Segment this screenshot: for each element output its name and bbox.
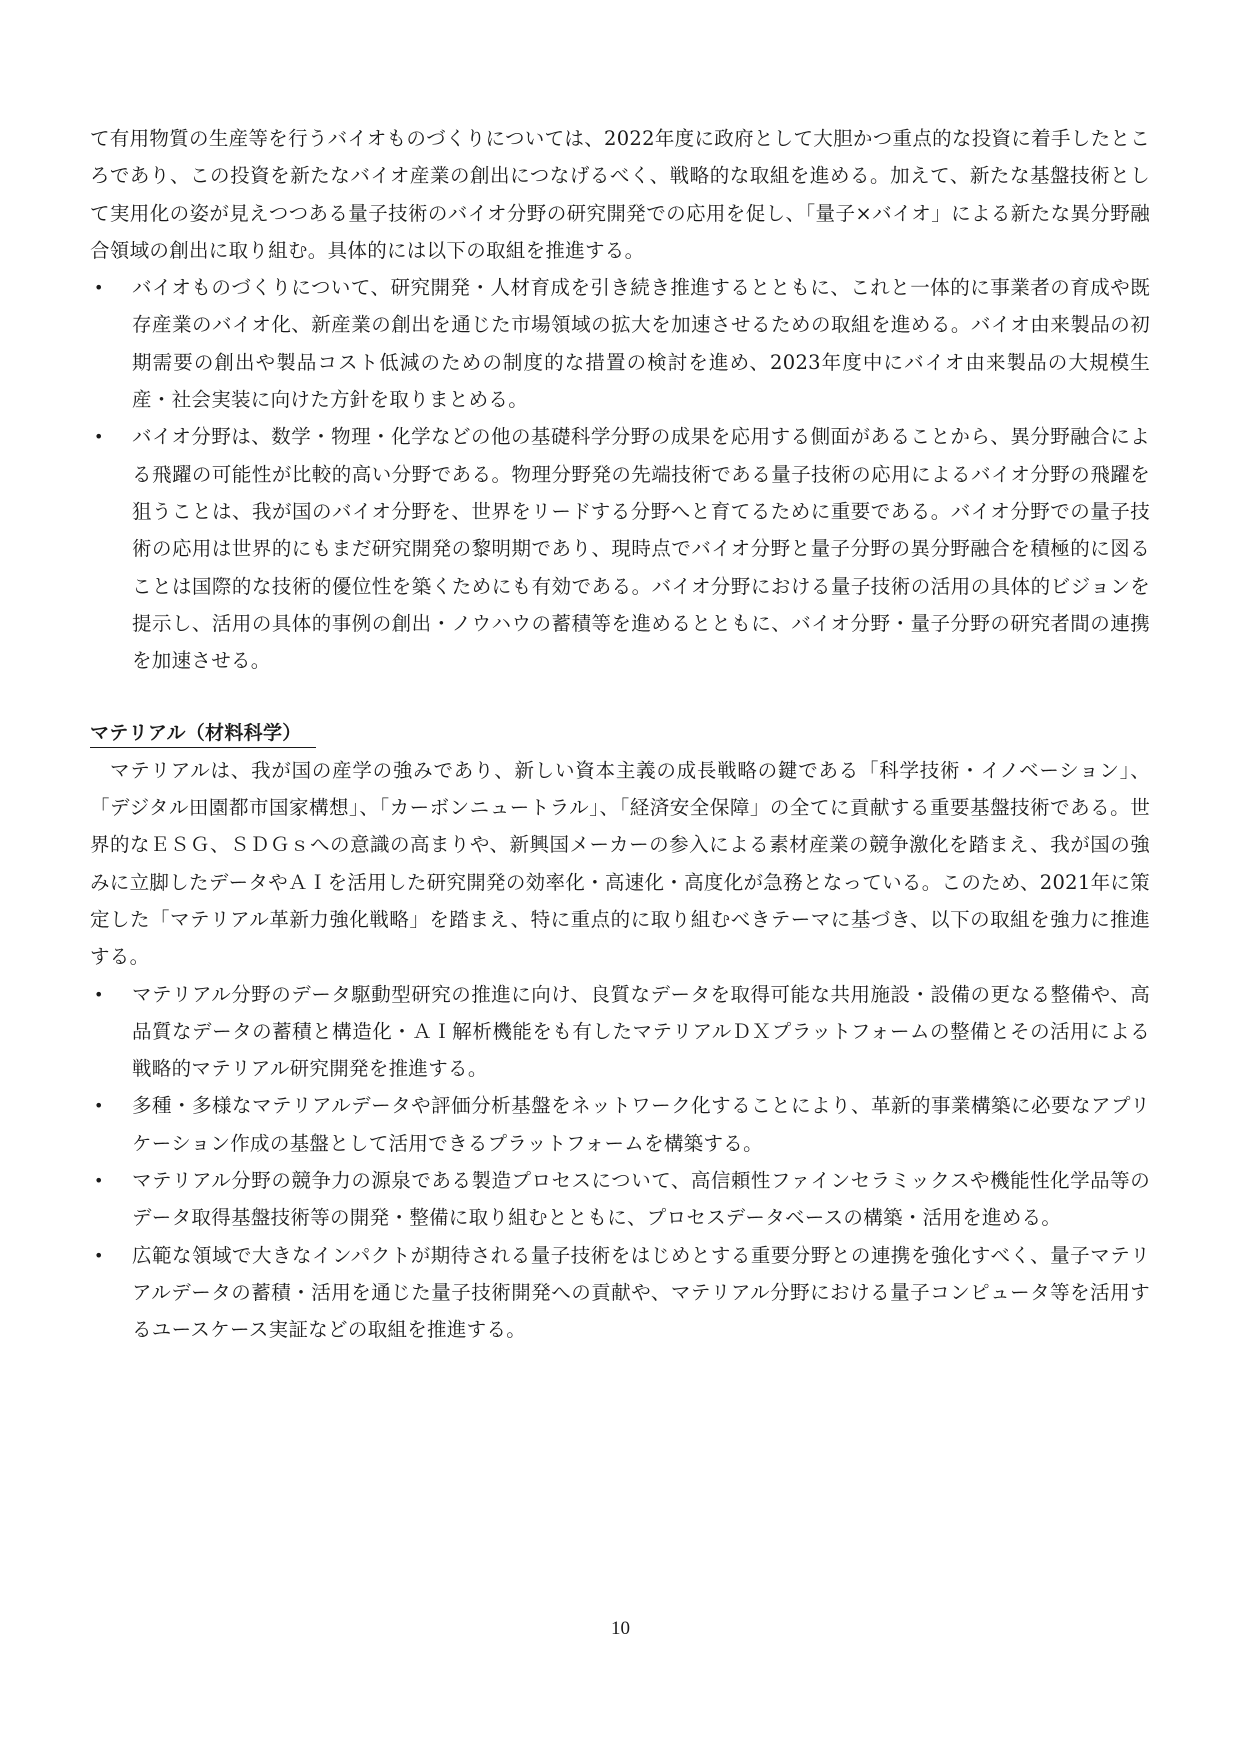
material-bullet-list xyxy=(90,976,1150,1349)
list-item xyxy=(90,269,1150,418)
list-item xyxy=(90,418,1150,679)
bullet-icon: • xyxy=(94,1171,104,1191)
intro-paragraph: て有用物質の生産等を行うバイオものづくりについては、2022年度に政府として大胆かつ重点的な投資に着手したところであり、この投資を新たなバイオ産業の創出につなげるべく、戦略的な取組を進める。加えて、新たな基盤技術として実用化の姿が見えつつある量子技術のバイオ分野の研究開発での応用を促し、「量子×バイオ」による新たな異分野融合領域の創出に取り組む。具体的には以下の取組を推進する。 xyxy=(90,127,1150,262)
list-item-text: 広範な領域で大きなインパクトが期待される量子技術をはじめとする重要分野との連携を強化すべく、量子マテリアルデータの蓄積・活用を通じた量子技術開発への貢献や、マテリアル分野における量子コンピュータ等を活用するユースケース実証などの取組を推進する。 xyxy=(132,1243,1150,1342)
list-item-text: バイオ分野は、数学・物理・化学などの他の基礎科学分野の成果を応用する側面があることから、異分野融合による飛躍の可能性が比較的高い分野である。物理分野発の先端技術である量子技術の応用によるバイオ分野の飛躍を狙うことは、我が国のバイオ分野を、世界をリードする分野へと育てるために重要である。バイオ分野での量子技術の応用は世界的にもまだ研究開発の黎明期であり、現時点でバイオ分野と量子分野の異分野融合を積極的に図ることは国際的な技術的優位性を築くためにも有効である。バイオ分野における量子技術の活用の具体的ビジョンを提示し、活用の具体的事例の創出・ノウハウの蓄積等を進めるとともに、バイオ分野・量子分野の研究者間の連携を加速させる。 xyxy=(132,425,1150,673)
bullet-icon: • xyxy=(94,984,104,1004)
list-item-text: マテリアル分野の競争力の源泉である製造プロセスについて、高信頼性ファインセラミックスや機能性化学品等のデータ取得基盤技術等の開発・整備に取り組むとともに、プロセスデータベースの構築・活用を進める。 xyxy=(132,1169,1150,1230)
bullet-icon: • xyxy=(94,1245,104,1265)
bullet-icon: • xyxy=(94,278,104,298)
list-item-text: バイオものづくりについて、研究開発・人材育成を引き続き推進するとともに、これと一体的に事業者の育成や既存産業のバイオ化、新産業の創出を通じた市場領域の拡大を加速させるための取組を進める。バイオ由来製品の初期需要の創出や製品コスト低減のための制度的な措置の検討を進め、2023年度中にバイオ由来製品の大規模生産・社会実装に向けた方針を取りまとめる。 xyxy=(132,276,1150,412)
list-item xyxy=(90,1162,1150,1237)
material-paragraph: マテリアルは、我が国の産学の強みであり、新しい資本主義の成長戦略の鍵である「科学技術・イノベーション」、「デジタル田園都市国家構想」、「カーボンニュートラル」、「経済安全保障」の全てに貢献する重要基盤技術である。世界的なＥＳＧ、ＳＤＧｓへの意識の高まりや、新興国メーカーの参入による素材産業の競争激化を踏まえ、我が国の強みに立脚したデータやＡＩを活用した研究開発の効率化・高速化・高度化が急務となっている。このため、2021年に策定した「マテリアル革新力強化戦略」を踏まえ、特に重点的に取り組むべきテーマに基づき、以下の取組を強力に推進する。 xyxy=(90,758,1150,969)
list-item xyxy=(90,976,1150,1088)
list-item xyxy=(90,1087,1150,1162)
bio-bullet-list xyxy=(90,269,1150,679)
list-item-text: マテリアル分野のデータ駆動型研究の推進に向け、良質なデータを取得可能な共用施設・設備の更なる整備や、高品質なデータの蓄積と構造化・ＡＩ解析機能をも有したマテリアルＤＸプラットフォームの整備とその活用による戦略的マテリアル研究開発を推進する。 xyxy=(132,982,1150,1081)
page-content xyxy=(90,120,1150,1349)
list-item xyxy=(90,1237,1150,1349)
bullet-icon: • xyxy=(94,427,104,447)
section-heading-material: マテリアル（材料科学） xyxy=(90,719,316,748)
page-number: 10 xyxy=(611,1618,630,1639)
bullet-icon: • xyxy=(94,1096,104,1116)
list-item-text: 多種・多様なマテリアルデータや評価分析基盤をネットワーク化することにより、革新的事業構築に必要なアプリケーション作成の基盤として活用できるプラットフォームを構築する。 xyxy=(132,1094,1150,1155)
